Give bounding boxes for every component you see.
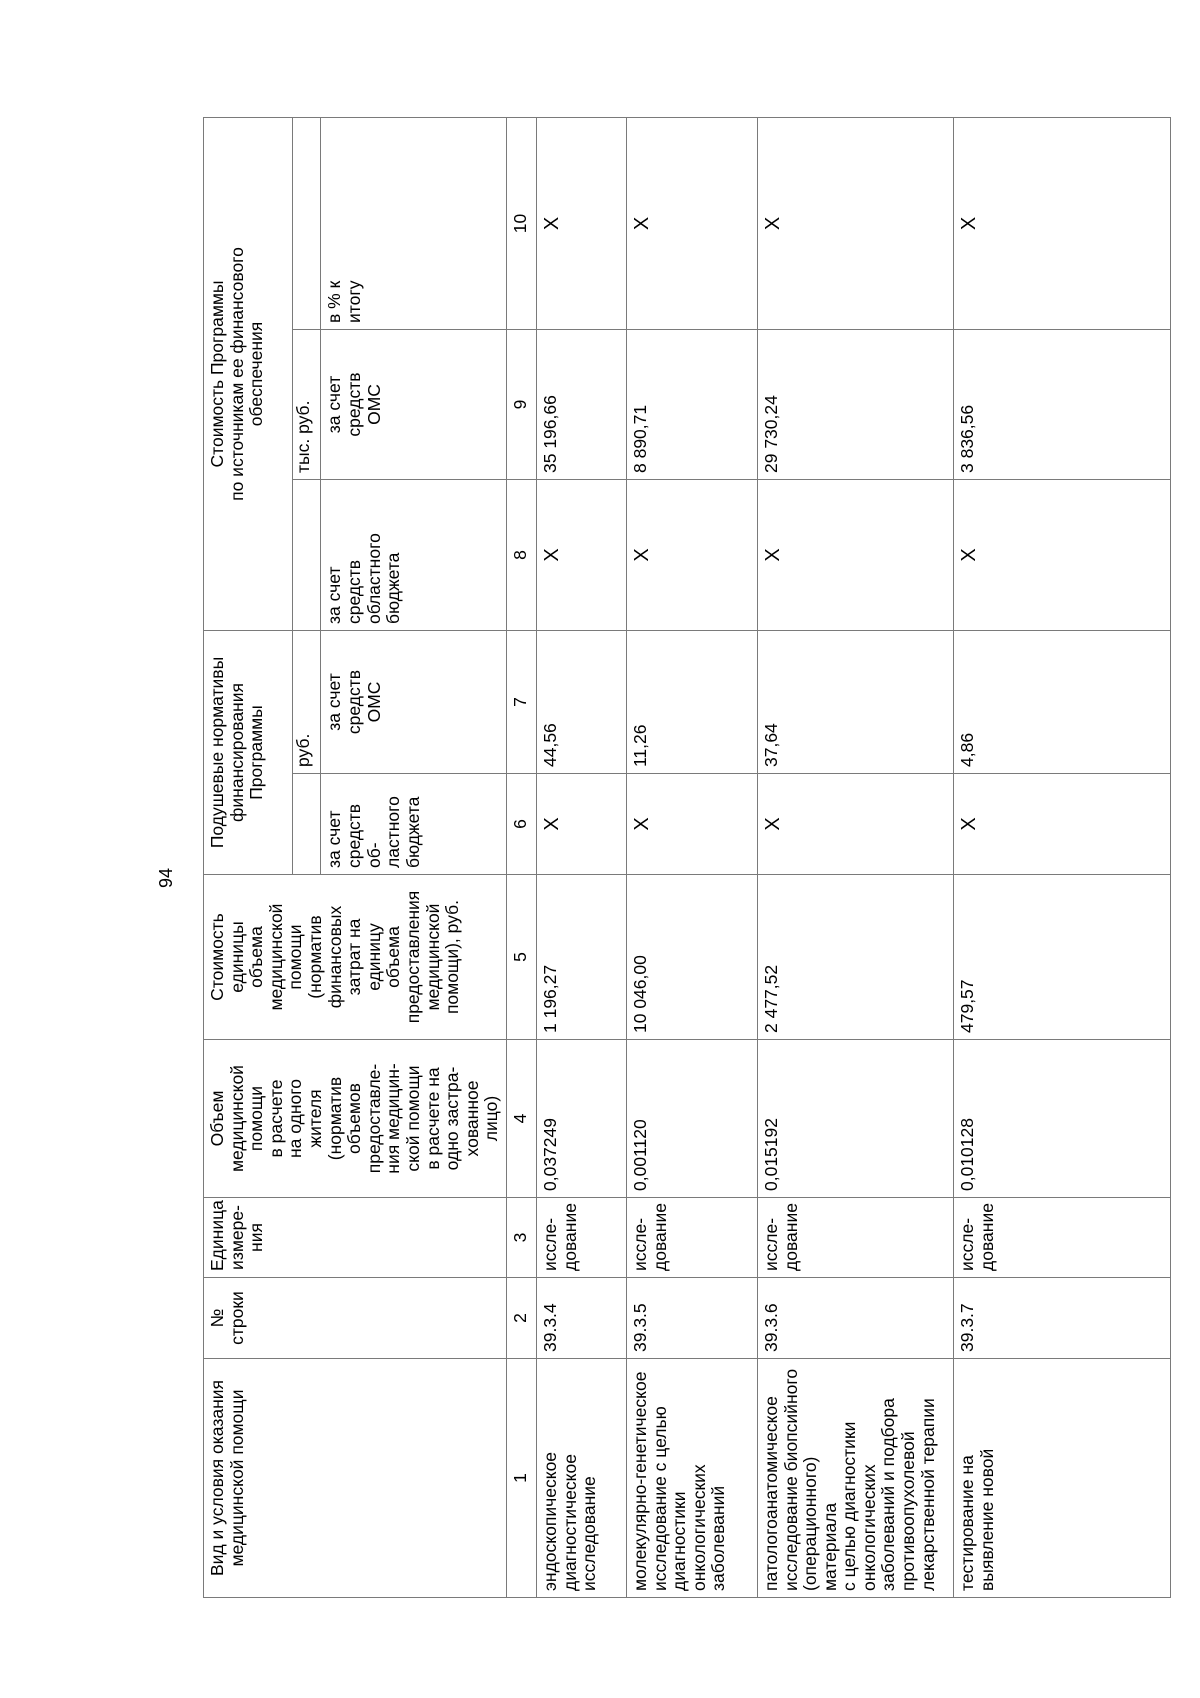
header-col9	[321, 330, 507, 480]
row-norm-oms: 4,86	[953, 631, 1170, 774]
page-number: 94	[156, 867, 176, 889]
text-line: жителя	[304, 1089, 325, 1148]
text-line: ния	[246, 1223, 267, 1252]
text-line: иссле-	[629, 1217, 650, 1271]
row-total-budget: X	[626, 480, 757, 631]
row-total-oms: 8 890,71	[626, 330, 757, 480]
funding-table	[203, 117, 1171, 1598]
table-row	[536, 117, 626, 1597]
row-total-budget: X	[536, 480, 626, 631]
row-norm-budget: X	[757, 774, 953, 875]
text-line: медицинской помощи	[226, 1389, 247, 1567]
text-line: Объем	[207, 1090, 227, 1147]
header-col7	[321, 631, 507, 774]
header-col2	[204, 1278, 507, 1359]
column-number: 3	[506, 1198, 536, 1278]
table-row	[626, 117, 757, 1597]
row-norm-budget: X	[536, 774, 626, 875]
row-volume: 0,015192	[757, 1040, 953, 1198]
text-line: исследование биопсийного	[780, 1368, 801, 1591]
text-line: Вид и условия оказания	[207, 1380, 227, 1576]
text-line: дование	[780, 1203, 801, 1271]
column-number: 6	[506, 774, 536, 875]
row-volume: 0,037249	[536, 1040, 626, 1198]
row-norm-oms: 11,26	[626, 631, 757, 774]
header-col1	[204, 1359, 507, 1598]
header-col3	[204, 1198, 507, 1278]
text-line: дование	[649, 1203, 670, 1271]
text-line: за счет	[324, 566, 345, 624]
text-line: диагностическое	[559, 1454, 580, 1591]
text-line: с целью диагностики	[839, 1421, 860, 1591]
text-line: единицы	[226, 921, 247, 993]
rotated-table-container	[203, 118, 1125, 1598]
text-line: за счет	[324, 375, 345, 434]
row-cost: 2 477,52	[757, 875, 953, 1040]
text-line: заболеваний и подбора	[878, 1398, 899, 1591]
header-col5	[204, 875, 507, 1040]
row-total-budget: X	[953, 480, 1170, 631]
text-line: бюджета	[383, 552, 404, 624]
row-name	[953, 1359, 1170, 1598]
row-volume: 0,001120	[626, 1040, 757, 1198]
text-line: противоопухолевой	[898, 1431, 919, 1591]
text-line: заболеваний	[708, 1485, 729, 1591]
text-line: молекулярно-генетическое	[629, 1371, 650, 1591]
text-line: обеспечения	[246, 321, 267, 427]
row-unit	[757, 1198, 953, 1278]
table-row	[757, 117, 953, 1597]
row-norm-budget: X	[953, 774, 1170, 875]
row-norm-oms: 37,64	[757, 631, 953, 774]
text-line: объема	[383, 926, 404, 988]
row-percent: X	[757, 117, 953, 329]
text-line: средств	[343, 803, 364, 868]
row-number: 39.3.6	[757, 1278, 953, 1359]
text-line: предоставле-	[363, 1063, 384, 1174]
text-line: об-	[363, 842, 384, 868]
text-line: лекарственной терапии	[917, 1398, 938, 1591]
text-line: тестирование на	[956, 1455, 977, 1591]
row-unit	[626, 1198, 757, 1278]
text-line: Стоимость Программы	[207, 280, 227, 468]
text-line: хованное	[461, 1080, 482, 1157]
row-cost: 10 046,00	[626, 875, 757, 1040]
text-line: иссле-	[956, 1217, 977, 1271]
text-line: патологоанатомическое	[760, 1396, 781, 1591]
row-number: 39.3.4	[536, 1278, 626, 1359]
text-line: в расчете на	[422, 1067, 443, 1170]
text-line: средств	[343, 669, 364, 735]
text-line: средств	[343, 559, 364, 624]
row-total-budget: X	[757, 480, 953, 631]
text-line: за счет	[324, 810, 345, 868]
text-line: Подушевые нормативы	[207, 656, 227, 849]
text-line: ской помощи	[402, 1065, 423, 1172]
header-cost-unit: тыс. руб.	[293, 330, 321, 480]
text-line: бюджета	[402, 796, 423, 868]
header-group-norms	[204, 631, 293, 875]
text-line: Стоимость	[207, 913, 227, 1001]
text-line: ластного	[383, 796, 404, 868]
text-line: за счет	[324, 673, 345, 731]
text-line: финансирования	[226, 683, 247, 822]
text-line: итогу	[343, 280, 364, 323]
text-line: ОМС	[363, 681, 384, 723]
header-group-cost	[204, 117, 293, 630]
text-line: дование	[976, 1203, 997, 1271]
text-line: в расчете	[265, 1079, 286, 1158]
row-total-oms: 35 196,66	[536, 330, 626, 480]
row-unit	[953, 1198, 1170, 1278]
row-unit	[536, 1198, 626, 1278]
column-number: 10	[506, 117, 536, 329]
text-line: исследование	[579, 1476, 600, 1591]
column-number-row	[506, 117, 536, 1597]
text-line: помощи	[246, 1085, 267, 1152]
text-line: иссле-	[539, 1217, 560, 1271]
text-line: затрат на	[344, 918, 365, 996]
header-col6	[321, 774, 507, 875]
text-line: медицинской	[265, 903, 286, 1011]
row-name	[757, 1359, 953, 1598]
text-line: помощи), руб.	[442, 899, 463, 1015]
text-line: (операционного) материала	[800, 1456, 840, 1591]
column-number: 4	[506, 1040, 536, 1198]
row-percent: X	[536, 117, 626, 329]
text-line: диагностики	[669, 1491, 690, 1591]
row-total-oms: 3 836,56	[953, 330, 1170, 480]
text-line: медицинской	[226, 1065, 247, 1172]
text-line: помощи	[285, 924, 306, 990]
text-line: онкологических	[858, 1464, 879, 1591]
text-line: областного	[363, 533, 384, 624]
text-line: Единица	[207, 1200, 227, 1271]
row-total-oms: 29 730,24	[757, 330, 953, 480]
text-line: измере-	[226, 1205, 247, 1270]
text-line: в % к	[324, 280, 345, 323]
text-line: на одного	[285, 1079, 306, 1158]
header-col10	[321, 117, 507, 329]
header-col8	[321, 480, 507, 631]
text-line: выявление новой	[976, 1448, 997, 1591]
column-number: 5	[506, 875, 536, 1040]
text-line: иссле-	[760, 1217, 781, 1271]
text-line: по источникам ее финансового	[226, 247, 247, 501]
text-line: строки	[226, 1291, 247, 1345]
text-line: медицинской	[422, 903, 443, 1011]
row-name	[536, 1359, 626, 1598]
text-line: финансовых	[324, 905, 345, 1009]
text-line: №	[207, 1308, 227, 1328]
row-number: 39.3.7	[953, 1278, 1170, 1359]
text-line: объема	[246, 926, 267, 988]
text-line: онкологических	[688, 1464, 709, 1591]
column-number: 8	[506, 480, 536, 631]
text-line: средств	[343, 372, 364, 437]
header-col4	[204, 1040, 507, 1198]
row-norm-oms: 44,56	[536, 631, 626, 774]
column-number: 9	[506, 330, 536, 480]
column-number: 7	[506, 631, 536, 774]
row-norm-budget: X	[626, 774, 757, 875]
text-line: ния медицин-	[383, 1063, 404, 1174]
text-line: предоставления	[402, 890, 423, 1024]
text-line: (норматив	[324, 1076, 345, 1161]
row-cost: 1 196,27	[536, 875, 626, 1040]
row-number: 39.3.5	[626, 1278, 757, 1359]
text-line: исследование с целью	[649, 1406, 670, 1591]
column-number: 2	[506, 1278, 536, 1359]
text-line: эндоскопическое	[539, 1451, 560, 1591]
table-row	[953, 117, 1170, 1597]
row-cost: 479,57	[953, 875, 1170, 1040]
text-line: объемов	[344, 1083, 365, 1154]
text-line: дование	[559, 1203, 580, 1271]
text-line: (норматив	[304, 915, 325, 999]
row-percent: X	[953, 117, 1170, 329]
text-line: Программы	[246, 705, 267, 800]
text-line: единицу	[363, 923, 384, 991]
text-line: лицо)	[481, 1095, 502, 1142]
row-percent: X	[626, 117, 757, 329]
column-number: 1	[506, 1359, 536, 1598]
text-line: одно застра-	[442, 1066, 463, 1171]
row-name	[626, 1359, 757, 1598]
header-norms-unit: руб.	[293, 631, 321, 774]
text-line: ОМС	[363, 384, 384, 425]
row-volume: 0,010128	[953, 1040, 1170, 1198]
